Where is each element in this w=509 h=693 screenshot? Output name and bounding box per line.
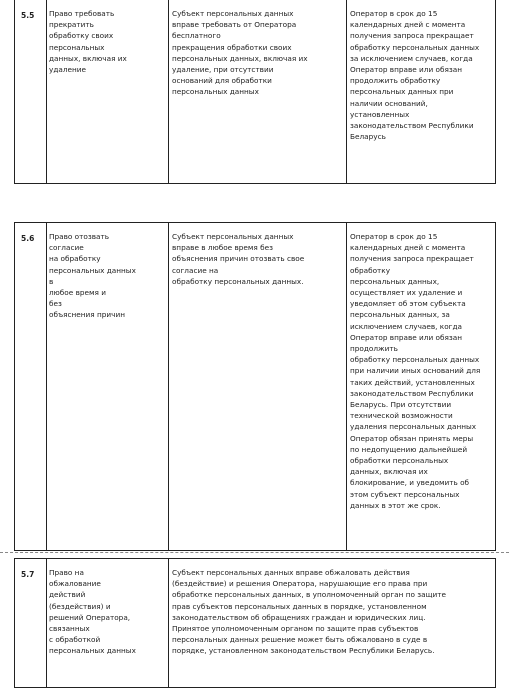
text-line: законодательством Республики bbox=[350, 388, 474, 398]
text-line: (бездействие) и решения Оператора, нарушающие его права при bbox=[172, 579, 428, 589]
row-number: 5.5 bbox=[21, 11, 35, 20]
page-break-divider bbox=[0, 552, 509, 553]
text-line: блокирование, и уведомить об bbox=[350, 478, 470, 488]
text-line: обработке персональных данных, в уполномоченный орган по защите bbox=[172, 590, 446, 600]
right-content bbox=[169, 559, 496, 687]
text-line: календарных дней с момента bbox=[350, 243, 466, 253]
text-line: обработку персональных данных bbox=[350, 42, 480, 52]
text-line: Оператор обязан принять меры bbox=[350, 433, 474, 443]
right-name bbox=[47, 223, 167, 550]
text-line: бесплатного bbox=[172, 31, 221, 41]
text-line: вправе в любое время без bbox=[172, 243, 273, 253]
text-line: прекращения обработки своих bbox=[172, 42, 292, 52]
text-line: Право отозвать bbox=[49, 232, 110, 241]
text-line: персональных bbox=[49, 42, 105, 52]
text-line: наличии оснований, bbox=[350, 98, 428, 108]
text-line: вправе требовать от Оператора bbox=[172, 20, 297, 30]
text-line: удаление, при отсутствии bbox=[172, 65, 274, 75]
text-line: прав субъектов персональных данных в порядке, установленном bbox=[172, 601, 427, 611]
text-line: установленных bbox=[350, 109, 410, 119]
text-line: действий bbox=[49, 590, 86, 600]
text-line: обработку bbox=[350, 265, 391, 275]
text-line: Субъект персональных данных bbox=[172, 9, 294, 18]
text-line: персональных данных, bbox=[350, 276, 440, 286]
text-line: таких действий, установленных bbox=[350, 377, 475, 387]
text-line: персональных данных, включая их bbox=[172, 53, 308, 63]
text-line: получения запроса прекращает bbox=[350, 254, 474, 264]
right-content bbox=[169, 223, 345, 550]
right-procedure bbox=[347, 0, 496, 183]
text-line: законодательством об обращениях граждан и юридических лиц. bbox=[172, 612, 426, 622]
text-line: Беларусь bbox=[350, 132, 386, 142]
right-content bbox=[169, 0, 345, 183]
text-line: с обработкой bbox=[49, 635, 101, 645]
text-line: персональных данных при bbox=[350, 87, 454, 97]
text-line: данных, включая их bbox=[350, 467, 428, 477]
text-line: обжалование bbox=[49, 579, 101, 589]
text-line: обработку персональных данных bbox=[350, 355, 480, 365]
text-line: объяснения причин bbox=[49, 310, 125, 320]
text-line: исключением случаев, когда bbox=[350, 321, 463, 331]
text-line: без bbox=[49, 299, 62, 309]
text-line: продолжить bbox=[350, 344, 398, 354]
text-line: по недопущению дальнейшей bbox=[350, 444, 468, 454]
text-line: персональных данных bbox=[49, 265, 136, 275]
text-line: Право на bbox=[49, 568, 84, 577]
text-line: связанных bbox=[49, 624, 90, 634]
text-line: технической возможности bbox=[350, 411, 453, 421]
text-line: Оператор в срок до 15 bbox=[350, 232, 438, 241]
text-line: данных в этот же срок. bbox=[350, 500, 441, 510]
row-number: 5.6 bbox=[21, 234, 35, 243]
text-line: при наличии иных оснований для bbox=[350, 366, 481, 376]
right-name bbox=[47, 559, 167, 687]
text-line: (бездействия) и bbox=[49, 601, 111, 611]
text-line: Оператор вправе или обязан bbox=[350, 332, 463, 342]
text-line: решений Оператора, bbox=[49, 612, 131, 622]
table-row-5-7 bbox=[14, 558, 496, 688]
text-line: Субъект персональных данных вправе обжаловать действия bbox=[172, 568, 410, 577]
text-line: персональных данных, за bbox=[350, 310, 450, 320]
text-line: персональных данных bbox=[49, 646, 136, 656]
right-procedure bbox=[347, 223, 496, 550]
table-row-5-5 bbox=[14, 0, 496, 184]
text-line: на обработку bbox=[49, 254, 101, 264]
text-line: порядке, установленном законодательством Республики Беларусь. bbox=[172, 646, 435, 656]
text-line: Беларусь. При отсутствии bbox=[350, 400, 452, 410]
text-line: Принятое уполномоченным органом по защите прав субъектов bbox=[172, 624, 419, 634]
text-line: прекратить bbox=[49, 20, 94, 30]
text-line: любое время и bbox=[49, 288, 106, 298]
text-line: Оператор в срок до 15 bbox=[350, 9, 438, 18]
text-line: Оператор вправе или обязан bbox=[350, 65, 463, 75]
text-line: объяснения причин отозвать свое bbox=[172, 254, 305, 264]
text-line: согласие bbox=[49, 243, 84, 253]
text-line: этом субъект персональных bbox=[350, 489, 460, 499]
text-line: обработку персональных данных. bbox=[172, 276, 304, 286]
text-line: персональных данных bbox=[172, 87, 259, 97]
text-line: обработки персональных bbox=[350, 456, 449, 466]
text-line: данных, включая их bbox=[49, 53, 127, 63]
text-line: законодательством Республики bbox=[350, 121, 474, 131]
text-line: удаление bbox=[49, 65, 86, 75]
row-number: 5.7 bbox=[21, 570, 35, 579]
text-line: персональных данных решение может быть обжаловано в суде в bbox=[172, 635, 428, 645]
text-line: продолжить обработку bbox=[350, 76, 441, 86]
text-line: Право требовать bbox=[49, 9, 115, 18]
text-line: обработку своих bbox=[49, 31, 114, 41]
table-row-5-6 bbox=[14, 222, 496, 551]
text-line: осуществляет их удаление и bbox=[350, 288, 463, 298]
text-line: в bbox=[49, 276, 54, 286]
text-line: Субъект персональных данных bbox=[172, 232, 294, 241]
text-line: уведомляет об этом субъекта bbox=[350, 299, 466, 309]
text-line: согласие на bbox=[172, 265, 219, 275]
text-line: удаления персональных данных bbox=[350, 422, 477, 432]
text-line: календарных дней с момента bbox=[350, 20, 466, 30]
text-line: получения запроса прекращает bbox=[350, 31, 474, 41]
right-name bbox=[47, 0, 167, 183]
text-line: за исключением случаев, когда bbox=[350, 53, 473, 63]
text-line: оснований для обработки bbox=[172, 76, 272, 86]
